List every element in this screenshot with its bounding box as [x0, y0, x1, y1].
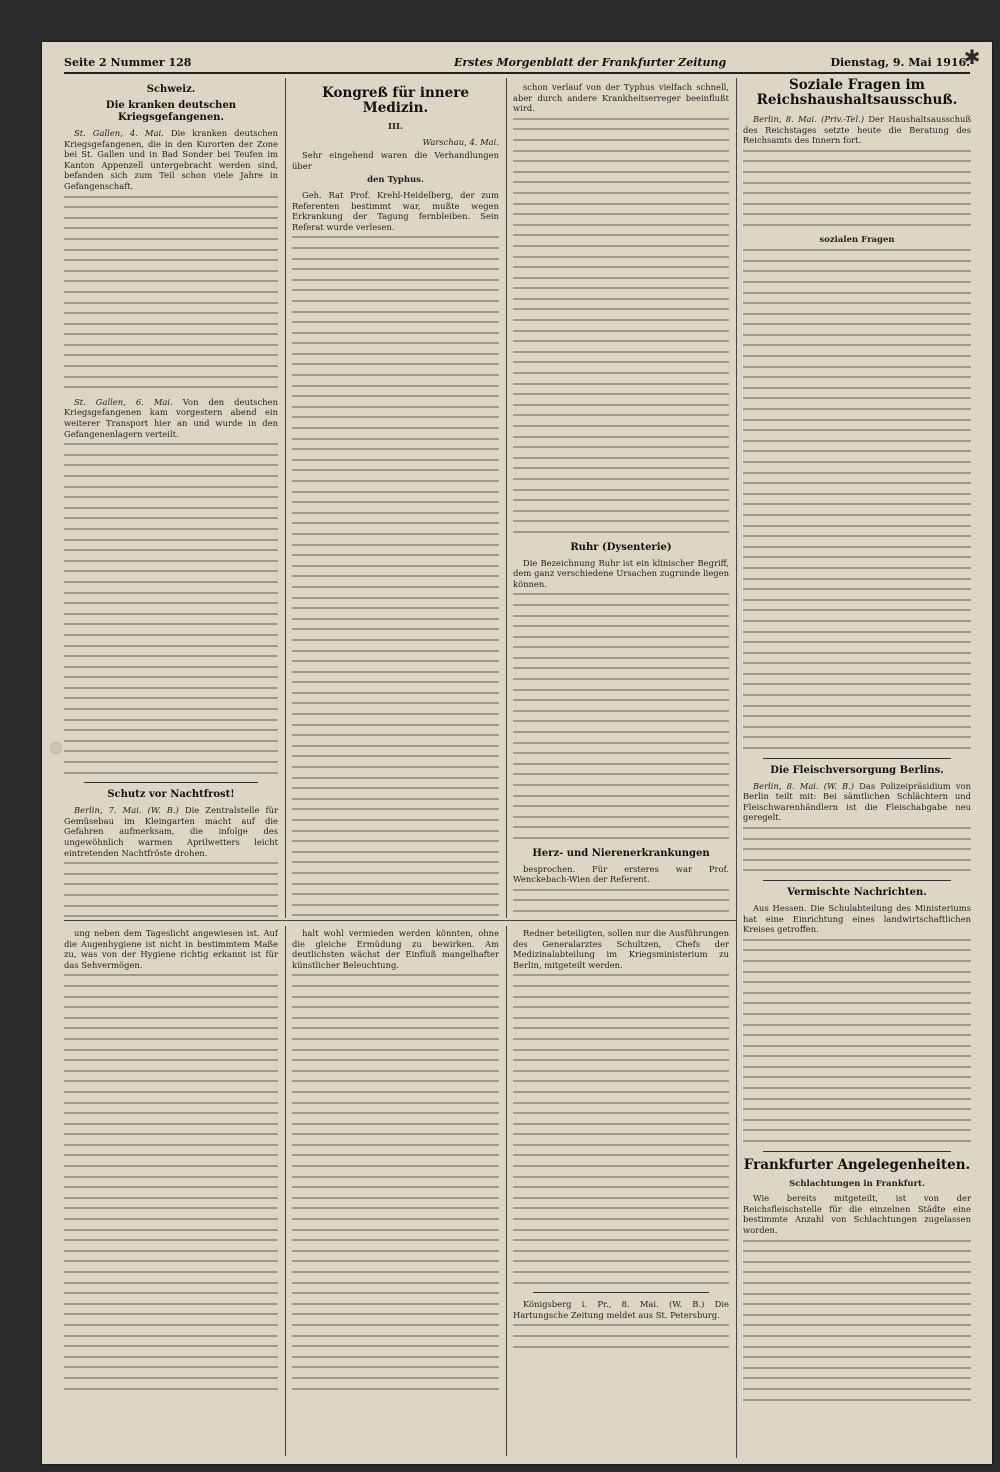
divider — [84, 782, 258, 783]
article-text — [64, 805, 278, 858]
article-body: Geh. Rat Prof. Krehl-Heidelberg, der zum Referenten bestimmt war, mußte wegen Erkrankung der Tagung fernbleiben. Sein Referat wurde verlesen. — [292, 189, 499, 232]
subheading: Ruhr (Dysenterie) — [570, 541, 672, 553]
text-lines — [64, 196, 278, 389]
text-lines — [743, 150, 971, 226]
divider — [763, 1151, 951, 1152]
subheading: sozialen Fragen — [819, 234, 895, 245]
text-lines — [513, 889, 729, 917]
article-headline: Soziale Fragen im Reichshaushaltsausschuß. — [756, 77, 958, 108]
article-text — [64, 397, 278, 439]
dateline: St. Gallen, 4. Mai. — [74, 128, 164, 138]
text-lines — [292, 974, 499, 1389]
text-lines — [743, 827, 971, 871]
column-rule — [285, 926, 286, 1456]
dateline: Berlin, 7. Mai. (W. B.) — [74, 805, 179, 816]
column-rule — [736, 78, 737, 1458]
article-headline: Kongreß für innere Medizin. — [322, 85, 469, 116]
article-body: Die Zentralstelle für Gemüsebau im Kleingarten macht auf die Gefahren aufmerksam, die infolge des ungewöhnlich warmen Aprilwetters leicht eintretenden Nachtfröste drohen. — [64, 805, 278, 858]
article-body: Redner beteiligten, sollen nur die Ausführungen des Generalarztes Schultzen, Chefs der Medizinalabteilung im Kriegsministerium zu Berlin, mitgeteilt werden. — [513, 928, 729, 970]
divider — [533, 1292, 709, 1293]
text-lines — [64, 443, 278, 773]
column-2 — [292, 82, 499, 917]
section-heading: Schweiz. — [146, 84, 196, 95]
column-4 — [743, 74, 971, 1458]
text-lines — [513, 1324, 729, 1347]
column-rule — [506, 78, 507, 918]
subheading: Schlachtungen in Frankfurt. — [789, 1178, 925, 1189]
issue-date: Dienstag, 9. Mai 1916. — [830, 56, 970, 69]
article-body: Wie bereits mitgeteilt, ist von der Reichsfleischstelle für die einzelnen Städte eine bestimmte Anzahl von Schlachtungen zugelassen worden. — [743, 1193, 971, 1235]
text-lines — [64, 974, 278, 1389]
section-rule — [64, 920, 736, 921]
text-lines — [513, 118, 729, 533]
article-body: Königsberg i. Pr., 8. Mai. (W. B.) Die Hartungsche Zeitung meldet aus St. Petersburg. — [513, 1299, 729, 1320]
newspaper-page — [42, 42, 992, 1464]
bottom-column-3 — [513, 928, 729, 1456]
text-lines — [292, 236, 499, 917]
article-text — [743, 114, 971, 146]
article-body: schon verlauf von der Typhus vielfach schnell, aber durch andere Krankheitserreger beeinflußt wird. — [513, 82, 729, 114]
page-header — [64, 54, 970, 74]
text-lines — [743, 1240, 971, 1401]
text-lines — [64, 862, 278, 917]
bottom-column-2 — [292, 928, 499, 1456]
article-headline: Vermischte Nachrichten. — [787, 886, 927, 898]
column-rule — [506, 926, 507, 1456]
divider — [763, 880, 951, 881]
article-text — [743, 781, 971, 823]
subheading: Herz- und Nierenerkrankungen — [532, 847, 710, 859]
article-intro: Sehr eingehend waren die Verhandlungen über — [292, 150, 499, 171]
newspaper-title: Erstes Morgenblatt der Frankfurter Zeitung — [454, 56, 727, 69]
article-body: Das Polizeipräsidium von Berlin teilt mit: Bei sämtlichen Schlächtern und Fleischwarenhändlern ist die Fleischabgabe neu geregelt. — [743, 780, 971, 823]
article-body: besprochen. Für ersteres war Prof. Wenckebach-Wien der Referent. — [513, 863, 729, 885]
article-headline: Die Fleischversorgung Berlins. — [770, 764, 944, 776]
column-rule — [285, 78, 286, 918]
article-headline: Schutz vor Nachtfrost! — [107, 789, 235, 801]
library-stamp-icon: ✱ — [963, 45, 981, 69]
dateline: St. Gallen, 6. Mai. — [74, 396, 173, 407]
dateline: Berlin, 8. Mai. (W. B.) — [753, 780, 855, 791]
divider — [763, 758, 951, 759]
column-3 — [513, 82, 729, 917]
article-body: Die Bezeichnung Ruhr ist ein klinischer Begriff, dem ganz verschiedene Ursachen zugrunde liegen können. — [513, 557, 729, 589]
article-headline: Frankfurter Angelegenheiten. — [743, 1156, 971, 1173]
dateline: Warschau, 4. Mai. — [422, 136, 499, 147]
article-headline: Die kranken deutschen Kriegsgefangenen. — [105, 100, 237, 123]
text-lines — [513, 593, 729, 839]
article-body: Die kranken deutschen Kriegsgefangenen, die in den Kurorten der Zone bei St. Gallen und in Bad Sonder bei Teufen im Kanton Appenzell untergebracht werden sind, befanden sich zum Teil schon viele Jahre in Gefangenschaft. — [64, 128, 278, 191]
subheading: den Typhus. — [367, 175, 424, 186]
article-body: ung neben dem Tageslicht angewiesen ist. Auf die Augenhygiene ist nicht in bestimmtem Maße zu, was von der Hygiene richtig erkannt ist für das Sehvermögen. — [64, 928, 278, 970]
bottom-column-1 — [64, 928, 278, 1456]
article-body: halt wohl vermieden werden könnten, ohne die gleiche Ermüdung zu bewirken. Am deutlichsten wächst der Einfluß mangelhafter künstlicher Beleuchtung. — [292, 928, 499, 970]
article-body: Von den deutschen Kriegsgefangenen kam vorgestern abend ein weiterer Transport hier an und wurde in den Gefangenenlagern verteilt. — [64, 396, 278, 439]
article-body: Aus Hessen. Die Schulabteilung des Ministeriums hat eine Einrichtung eines landwirtschaftlichen Kreises getroffen. — [743, 902, 971, 935]
article-text — [64, 128, 278, 192]
text-lines — [743, 939, 971, 1142]
text-lines — [513, 974, 729, 1283]
article-body: Der Haushaltsausschuß des Reichstages setzte heute die Beratung des Reichsamts des Innern fort. — [743, 114, 971, 146]
binding-hole — [50, 742, 62, 754]
part-number: III. — [388, 122, 403, 132]
text-lines — [743, 249, 971, 749]
dateline: Berlin, 8. Mai. (Priv.-Tel.) — [753, 114, 865, 124]
page-number: Seite 2 Nummer 128 — [64, 56, 192, 69]
column-1 — [64, 82, 278, 917]
